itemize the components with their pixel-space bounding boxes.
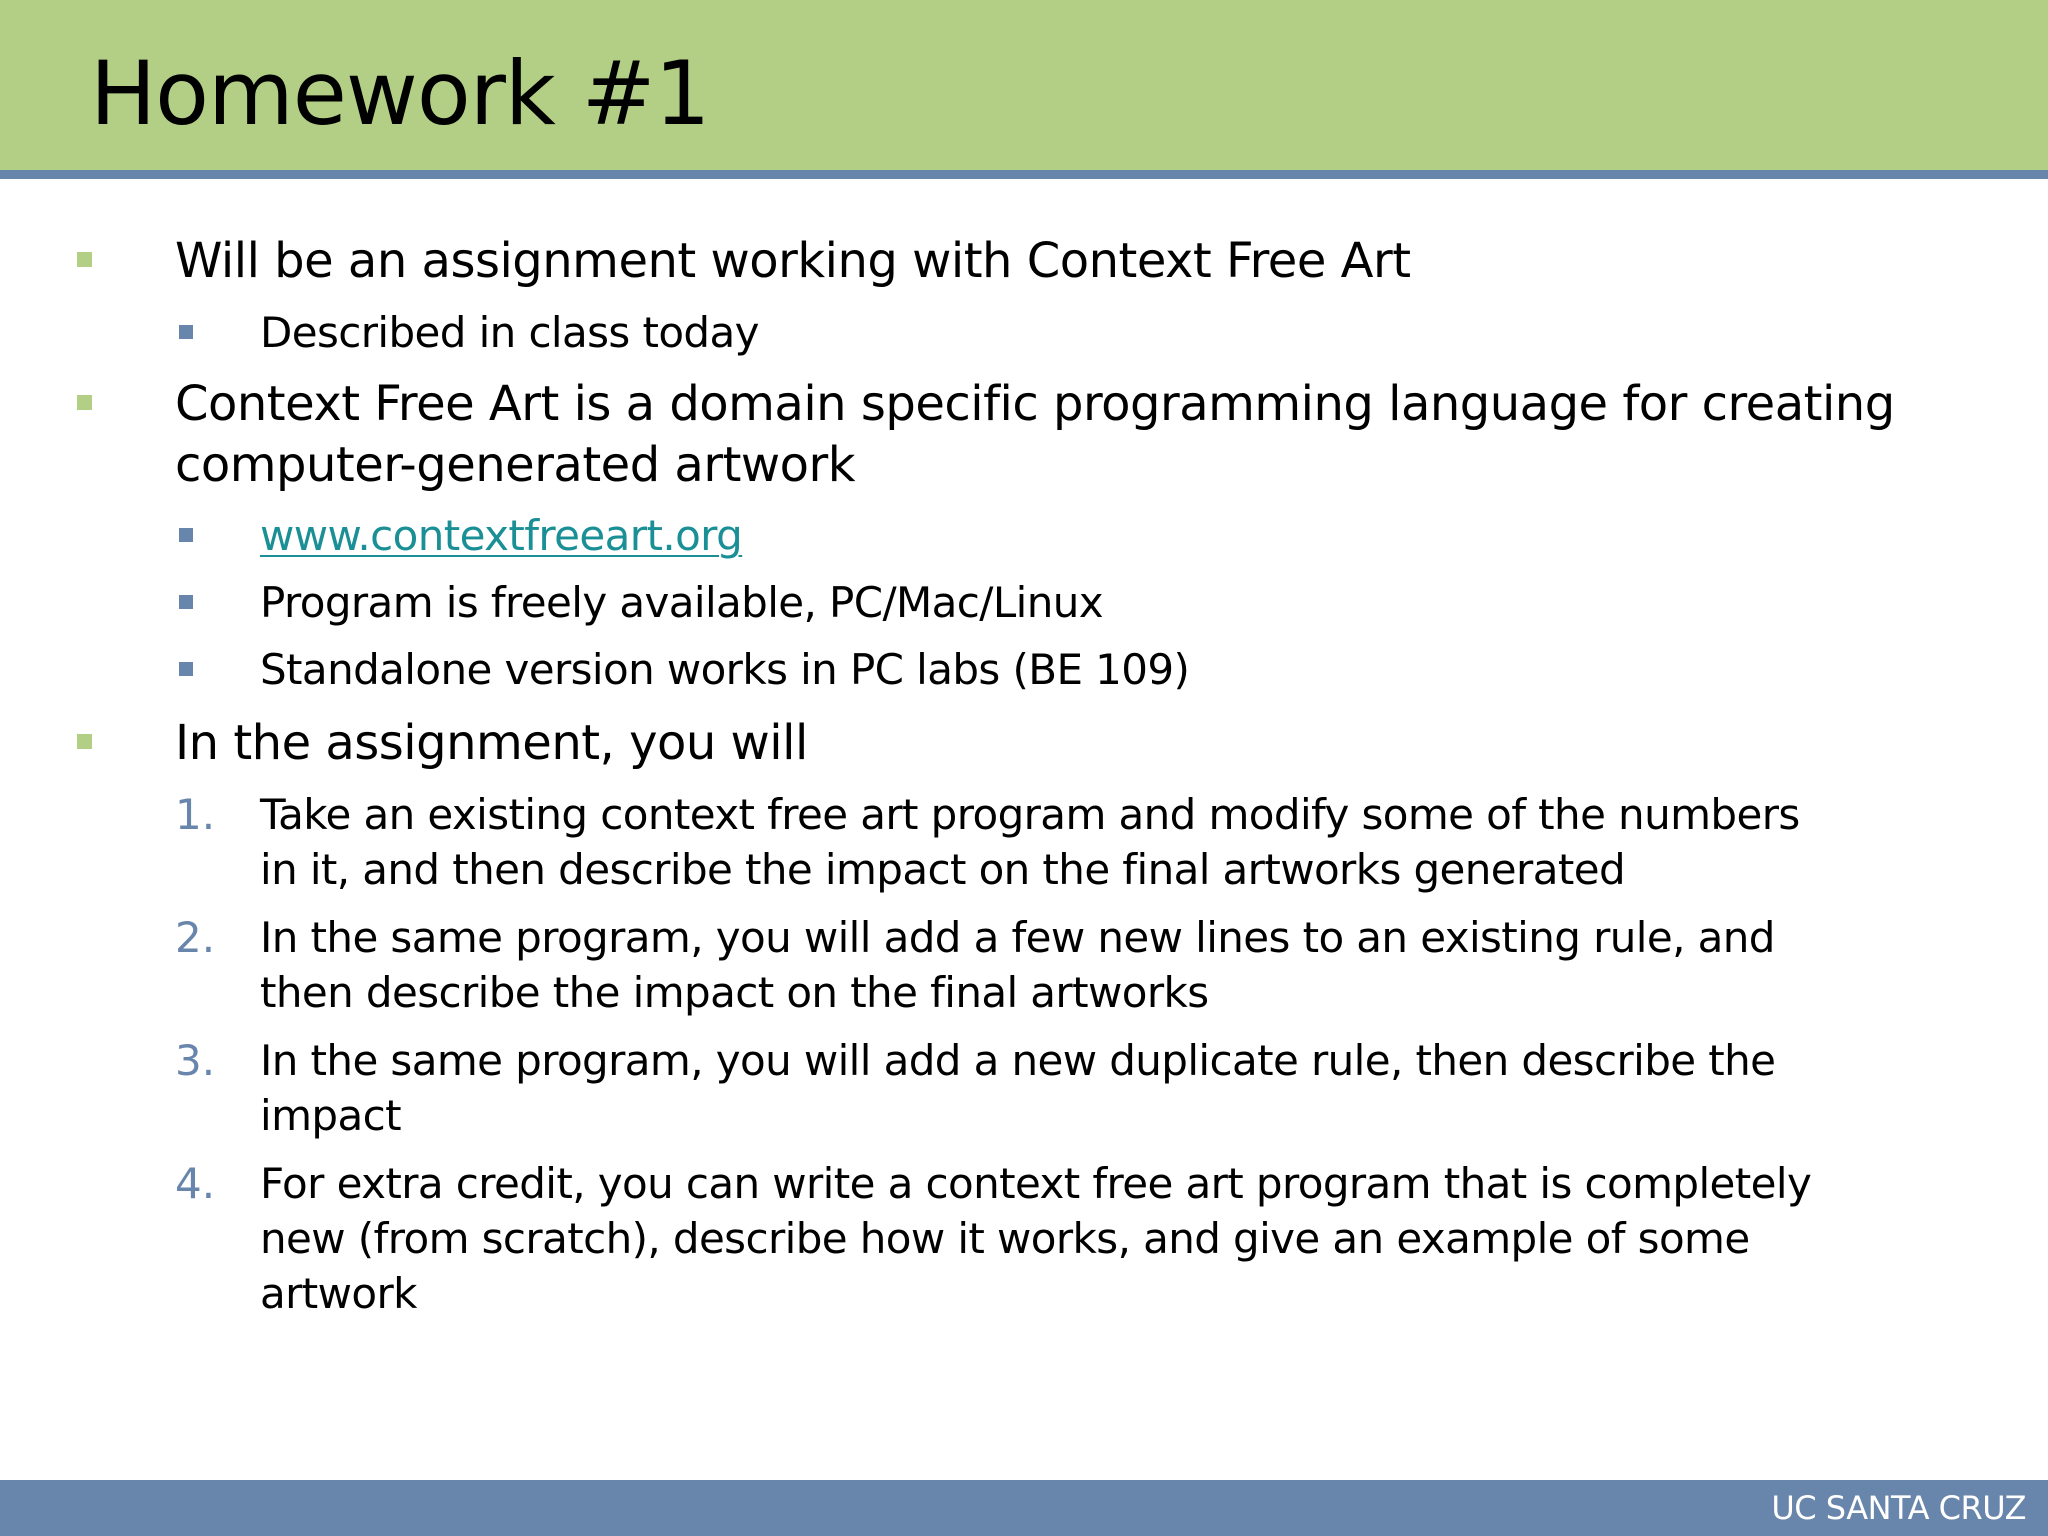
numbered-item-text-continued: then describe the impact on the final artworks — [260, 968, 1209, 1017]
bullet-text: Context Free Art is a domain specific programming language for creating — [175, 376, 1895, 432]
sub-bullet-square-icon — [179, 528, 193, 542]
list-number: 2. — [175, 913, 216, 962]
bullet-text-continued: computer-generated artwork — [175, 437, 856, 493]
numbered-item-text: For extra credit, you can write a context free art program that is completely — [260, 1159, 1812, 1208]
sub-bullet-square-icon — [179, 325, 193, 339]
list-number: 3. — [175, 1036, 216, 1085]
footer-institution-label: UC SANTA CRUZ — [1771, 1489, 2026, 1527]
sub-bullet-square-icon — [179, 595, 193, 609]
numbered-item-text-continued: artwork — [260, 1269, 417, 1318]
sub-bullet-text: Program is freely available, PC/Mac/Linux — [260, 578, 1104, 627]
bullet-square-icon — [77, 252, 92, 267]
sub-bullet-square-icon — [179, 662, 193, 676]
contextfreeart-link[interactable]: www.contextfreeart.org — [260, 511, 743, 560]
footer-bar — [0, 1480, 2048, 1536]
sub-bullet-text: Described in class today — [260, 308, 759, 357]
numbered-item-text-continued: new (from scratch), describe how it works, and give an example of some — [260, 1214, 1750, 1263]
list-number: 4. — [175, 1159, 216, 1208]
list-number: 1. — [175, 790, 216, 839]
sub-bullet-text: Standalone version works in PC labs (BE 109) — [260, 645, 1190, 694]
bullet-square-icon — [77, 395, 92, 410]
sub-bullet-link-row — [260, 508, 742, 564]
slide-title: Homework #1 — [90, 42, 710, 145]
numbered-item-text: Take an existing context free art program and modify some of the numbers — [260, 790, 1800, 839]
numbered-item-text-continued: in it, and then describe the impact on the final artworks generated — [260, 845, 1626, 894]
bullet-square-icon — [77, 734, 92, 749]
bullet-text: Will be an assignment working with Context Free Art — [175, 233, 1411, 289]
numbered-item-text: In the same program, you will add a few new lines to an existing rule, and — [260, 913, 1775, 962]
numbered-item-text-continued: impact — [260, 1091, 401, 1140]
numbered-item-text: In the same program, you will add a new duplicate rule, then describe the — [260, 1036, 1776, 1085]
bullet-text: In the assignment, you will — [175, 715, 808, 771]
